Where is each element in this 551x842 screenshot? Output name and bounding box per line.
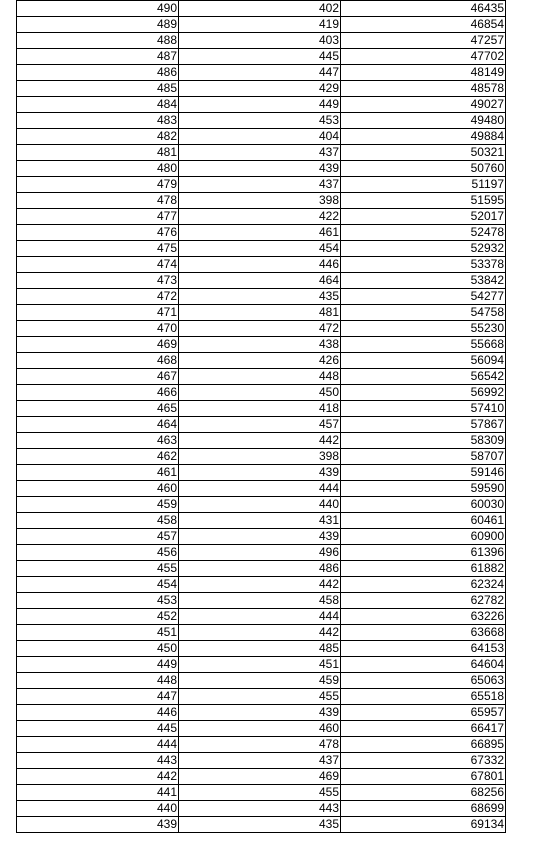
count-cell: 439 [179,529,341,545]
cumulative-cell: 61396 [341,545,506,561]
count-cell: 472 [179,321,341,337]
cumulative-cell: 56542 [341,369,506,385]
count-cell: 398 [179,449,341,465]
cumulative-cell: 47257 [341,33,506,49]
table-row [17,17,506,33]
count-cell: 464 [179,273,341,289]
table-row [17,177,506,193]
table-row [17,97,506,113]
table-row [17,785,506,801]
score-cell: 461 [17,465,179,481]
cumulative-cell: 51595 [341,193,506,209]
count-cell: 448 [179,369,341,385]
cumulative-cell: 69134 [341,817,506,833]
score-cell: 487 [17,49,179,65]
table-row [17,673,506,689]
score-cell: 490 [17,1,179,17]
table-row [17,209,506,225]
cumulative-cell: 54758 [341,305,506,321]
score-cell: 479 [17,177,179,193]
count-cell: 437 [179,177,341,193]
table-row [17,273,506,289]
score-table [16,0,506,833]
cumulative-cell: 63668 [341,625,506,641]
count-cell: 459 [179,673,341,689]
score-cell: 460 [17,481,179,497]
count-cell: 455 [179,689,341,705]
table-row [17,641,506,657]
table-row [17,353,506,369]
table-row [17,481,506,497]
score-cell: 471 [17,305,179,321]
cumulative-cell: 62324 [341,577,506,593]
count-cell: 404 [179,129,341,145]
score-cell: 451 [17,625,179,641]
score-cell: 478 [17,193,179,209]
count-cell: 446 [179,257,341,273]
cumulative-cell: 67332 [341,753,506,769]
table-row [17,465,506,481]
table-row [17,289,506,305]
count-cell: 422 [179,209,341,225]
score-cell: 473 [17,273,179,289]
table-row [17,305,506,321]
count-cell: 426 [179,353,341,369]
score-cell: 458 [17,513,179,529]
score-cell: 470 [17,321,179,337]
cumulative-cell: 57867 [341,417,506,433]
count-cell: 398 [179,193,341,209]
count-cell: 447 [179,65,341,81]
table-row [17,385,506,401]
table-row [17,705,506,721]
score-cell: 445 [17,721,179,737]
cumulative-cell: 52017 [341,209,506,225]
score-cell: 442 [17,769,179,785]
score-cell: 489 [17,17,179,33]
cumulative-cell: 66417 [341,721,506,737]
table-row [17,625,506,641]
count-cell: 458 [179,593,341,609]
count-cell: 469 [179,769,341,785]
cumulative-cell: 51197 [341,177,506,193]
table-row [17,241,506,257]
table-row [17,401,506,417]
cumulative-cell: 59146 [341,465,506,481]
count-cell: 449 [179,97,341,113]
score-cell: 462 [17,449,179,465]
count-cell: 461 [179,225,341,241]
cumulative-cell: 67801 [341,769,506,785]
score-cell: 469 [17,337,179,353]
score-cell: 484 [17,97,179,113]
table-row [17,721,506,737]
count-cell: 445 [179,49,341,65]
count-cell: 453 [179,113,341,129]
table-row [17,161,506,177]
count-cell: 442 [179,433,341,449]
cumulative-cell: 56094 [341,353,506,369]
table-row [17,561,506,577]
count-cell: 486 [179,561,341,577]
table-row [17,145,506,161]
count-cell: 454 [179,241,341,257]
table-row [17,817,506,833]
cumulative-cell: 65518 [341,689,506,705]
cumulative-cell: 56992 [341,385,506,401]
count-cell: 438 [179,337,341,353]
cumulative-cell: 65063 [341,673,506,689]
count-cell: 451 [179,657,341,673]
score-cell: 446 [17,705,179,721]
table-row [17,577,506,593]
score-cell: 452 [17,609,179,625]
table-row [17,593,506,609]
count-cell: 442 [179,577,341,593]
table-row [17,369,506,385]
table-body [17,1,506,833]
table-row [17,497,506,513]
cumulative-cell: 47702 [341,49,506,65]
count-cell: 419 [179,17,341,33]
table-row [17,1,506,17]
score-cell: 466 [17,385,179,401]
count-cell: 435 [179,817,341,833]
table-row [17,545,506,561]
score-cell: 463 [17,433,179,449]
cumulative-cell: 49027 [341,97,506,113]
score-cell: 482 [17,129,179,145]
score-cell: 477 [17,209,179,225]
cumulative-cell: 58707 [341,449,506,465]
count-cell: 431 [179,513,341,529]
table-row [17,737,506,753]
score-cell: 447 [17,689,179,705]
table-row [17,609,506,625]
cumulative-cell: 46435 [341,1,506,17]
score-cell: 456 [17,545,179,561]
score-cell: 444 [17,737,179,753]
score-cell: 439 [17,817,179,833]
count-cell: 444 [179,481,341,497]
cumulative-cell: 50760 [341,161,506,177]
count-cell: 444 [179,609,341,625]
table-row [17,753,506,769]
table-row [17,225,506,241]
cumulative-cell: 53842 [341,273,506,289]
table-row [17,193,506,209]
table-row [17,49,506,65]
score-cell: 440 [17,801,179,817]
cumulative-cell: 58309 [341,433,506,449]
cumulative-cell: 60461 [341,513,506,529]
cumulative-cell: 68699 [341,801,506,817]
table-row [17,33,506,49]
count-cell: 478 [179,737,341,753]
cumulative-cell: 46854 [341,17,506,33]
count-cell: 439 [179,161,341,177]
cumulative-cell: 49480 [341,113,506,129]
table-row [17,657,506,673]
cumulative-cell: 59590 [341,481,506,497]
score-cell: 468 [17,353,179,369]
count-cell: 418 [179,401,341,417]
score-cell: 483 [17,113,179,129]
count-cell: 481 [179,305,341,321]
count-cell: 439 [179,465,341,481]
cumulative-cell: 68256 [341,785,506,801]
cumulative-cell: 55668 [341,337,506,353]
count-cell: 440 [179,497,341,513]
score-cell: 449 [17,657,179,673]
score-cell: 475 [17,241,179,257]
score-cell: 476 [17,225,179,241]
cumulative-cell: 64604 [341,657,506,673]
table-row [17,449,506,465]
table-row [17,257,506,273]
count-cell: 439 [179,705,341,721]
score-cell: 448 [17,673,179,689]
count-cell: 450 [179,385,341,401]
table-row [17,65,506,81]
score-cell: 450 [17,641,179,657]
count-cell: 437 [179,145,341,161]
cumulative-cell: 52478 [341,225,506,241]
cumulative-cell: 60030 [341,497,506,513]
count-cell: 457 [179,417,341,433]
cumulative-cell: 66895 [341,737,506,753]
count-cell: 429 [179,81,341,97]
count-cell: 403 [179,33,341,49]
cumulative-cell: 63226 [341,609,506,625]
cumulative-cell: 61882 [341,561,506,577]
score-cell: 488 [17,33,179,49]
table-row [17,81,506,97]
cumulative-cell: 64153 [341,641,506,657]
count-cell: 485 [179,641,341,657]
table-row [17,801,506,817]
cumulative-cell: 50321 [341,145,506,161]
score-cell: 457 [17,529,179,545]
cumulative-cell: 49884 [341,129,506,145]
score-cell: 454 [17,577,179,593]
count-cell: 460 [179,721,341,737]
cumulative-cell: 65957 [341,705,506,721]
cumulative-cell: 53378 [341,257,506,273]
count-cell: 443 [179,801,341,817]
cumulative-cell: 57410 [341,401,506,417]
cumulative-cell: 54277 [341,289,506,305]
table-row [17,129,506,145]
score-cell: 443 [17,753,179,769]
score-cell: 486 [17,65,179,81]
cumulative-cell: 52932 [341,241,506,257]
score-cell: 481 [17,145,179,161]
cumulative-cell: 62782 [341,593,506,609]
cumulative-cell: 55230 [341,321,506,337]
count-cell: 442 [179,625,341,641]
table-row [17,529,506,545]
score-cell: 459 [17,497,179,513]
count-cell: 496 [179,545,341,561]
cumulative-cell: 60900 [341,529,506,545]
score-cell: 474 [17,257,179,273]
count-cell: 435 [179,289,341,305]
table-row [17,769,506,785]
count-cell: 455 [179,785,341,801]
score-cell: 467 [17,369,179,385]
table-row [17,113,506,129]
table-row [17,513,506,529]
cumulative-cell: 48149 [341,65,506,81]
count-cell: 437 [179,753,341,769]
score-cell: 465 [17,401,179,417]
cumulative-cell: 48578 [341,81,506,97]
score-cell: 455 [17,561,179,577]
table-row [17,433,506,449]
table-row [17,321,506,337]
table-row [17,337,506,353]
score-cell: 453 [17,593,179,609]
score-cell: 441 [17,785,179,801]
table-row [17,689,506,705]
score-cell: 480 [17,161,179,177]
table-row [17,417,506,433]
score-cell: 464 [17,417,179,433]
score-cell: 485 [17,81,179,97]
count-cell: 402 [179,1,341,17]
score-cell: 472 [17,289,179,305]
